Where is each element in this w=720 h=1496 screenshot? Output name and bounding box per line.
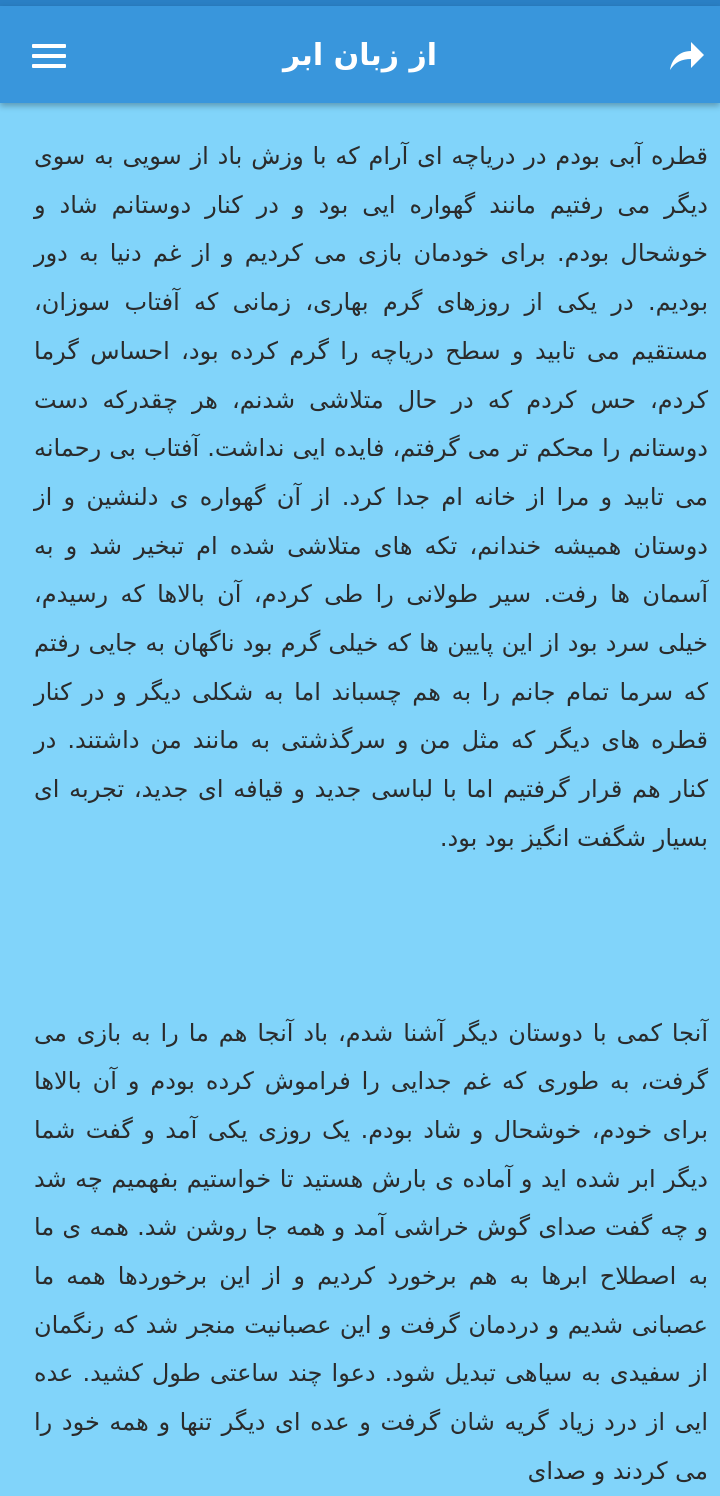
story-paragraph-1: قطره آبی بودم در دریاچه ای آرام که با وزش باد از سویی به سوی دیگر می رفتیم مانند گهواره ایی بود و در کنار دوستانم شاد و خوشحال بودم. برای خودمان بازی می کردیم و از غم دنیا به دور بودیم. در یکی از روزهای گرم بهاری، زمانی که آفتاب سوزان، مستقیم می تابید و سطح دریاچه را گرم کرده بود، احساس گرما کردم، حس کردم که در حال متلاشی شدنم، هر چقدرکه دست دوستانم را محکم تر می گرفتم، فایده ایی نداشت. آفتاب بی رحمانه می تابید و مرا از خانه ام جدا کرد. از آن گهواره ی دلنشین و از دوستان همیشه خندانم، تکه های متلاشی شده ام تبخیر شد و به آسمان ها رفت. سیر طولانی را طی کردم، آن بالاها که رسیدم، خیلی سرد بود از این پایین ها که خیلی گرم بود ناگهان به جایی رفتم که سرما تمام جانم را به هم چسباند اما به شکلی دیگر و در کنار قطره های دیگر که مثل من و سرگذشتی به مانند من داشتند. در کنار هم قرار گرفتیم اما با لباسی جدید و قیافه ای جدید، تجربه ای بسیار شگفت انگیز بود بود. [34,142,708,852]
story-content [34,132,708,1496]
menu-button[interactable] [24,34,76,78]
paragraph-spacer [34,863,708,1009]
story-paragraph-2: آنجا کمی با دوستان دیگر آشنا شدم، باد آنجا هم ما را به بازی می گرفت، به طوری که غم جدایی را فراموش کرده بودم و آن بالاها برای خودم، خوشحال و شاد بودم. یک روزی یکی آمد و گفت شما دیگر ابر شده اید و آماده ی بارش هستید تا خواستیم بفهمیم چه شد و چه گفت صدای گوش خراشی آمد و همه جا روشن شد. همه ی ما به اصطلاح ابرها به هم برخورد کردیم و از این برخوردها همه ما عصبانی شدیم و دردمان گرفت و این عصبانیت منجر شد که رنگمان از سفیدی به سیاهی تبدیل شود. دعوا چند ساعتی طول کشید. عده ایی از درد زیاد گریه شان گرفت و عده ای دیگر تنها و همه خود را می کردند و صدای [34,1018,708,1485]
app-bar [0,6,720,103]
page-title: از زبان ابر [282,38,438,73]
